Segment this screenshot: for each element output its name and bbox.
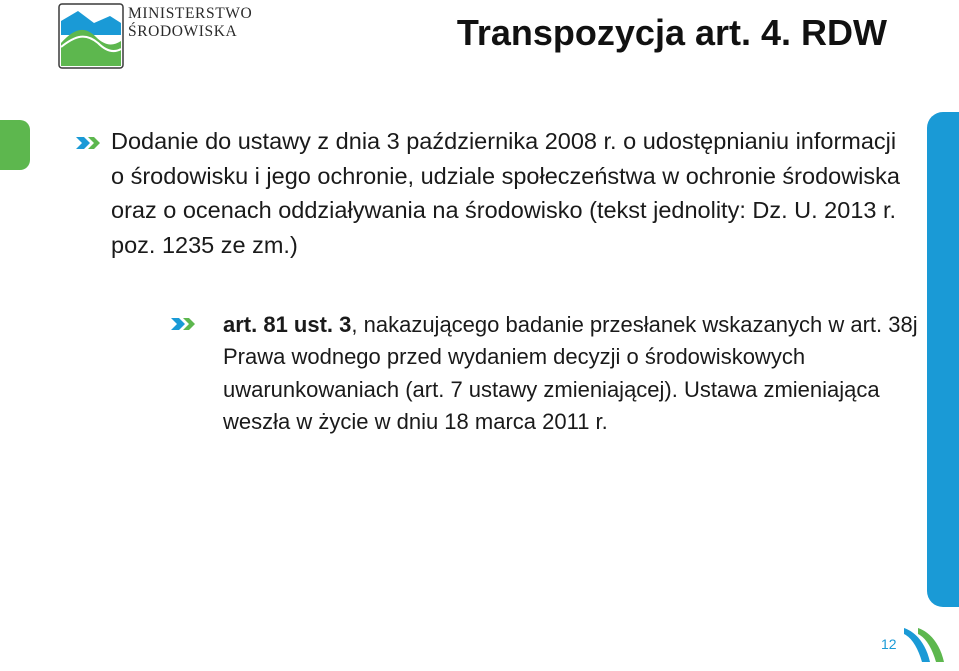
bullet-2-icon	[170, 316, 200, 332]
ministry-logo	[58, 3, 253, 69]
bullet-1-icon	[75, 135, 105, 151]
mountain-logo-icon	[58, 3, 124, 69]
logo-line-2: ŚRODOWISKA	[128, 23, 238, 40]
bullet-2-text	[223, 309, 923, 438]
logo-text	[128, 5, 252, 41]
bullet-2-body: , nakazującego badanie przesłanek wskazanych w art. 38j Prawa wodnego przed wydaniem decyzji o środowiskowych uwarunkowaniach (art. 7 ustawy zmieniającej). Ustawa zmieniająca weszła w życie w dniu 18 marca 2011 r.	[223, 312, 918, 434]
bullet-2-bold-ref: art. 81 ust. 3	[223, 312, 352, 337]
bullet-1-text: Dodanie do ustawy z dnia 3 października 2008 r. o udostępnianiu informacji o środowisku i jego ochronie, udziale społeczeństwa w ochronie środowiska oraz o ocenach oddziaływania na środowisko (tekst jednolity: Dz. U. 2013 r. poz. 1235 ze zm.)	[111, 128, 900, 258]
right-decorative-bar	[927, 112, 959, 607]
page-number: 12	[881, 636, 897, 652]
left-decorative-tab	[0, 120, 30, 170]
slide-title: Transpozycja art. 4. RDW	[456, 12, 887, 53]
logo-line-1: MINISTERSTWO	[128, 5, 253, 22]
corner-swoosh-icon	[900, 622, 952, 666]
